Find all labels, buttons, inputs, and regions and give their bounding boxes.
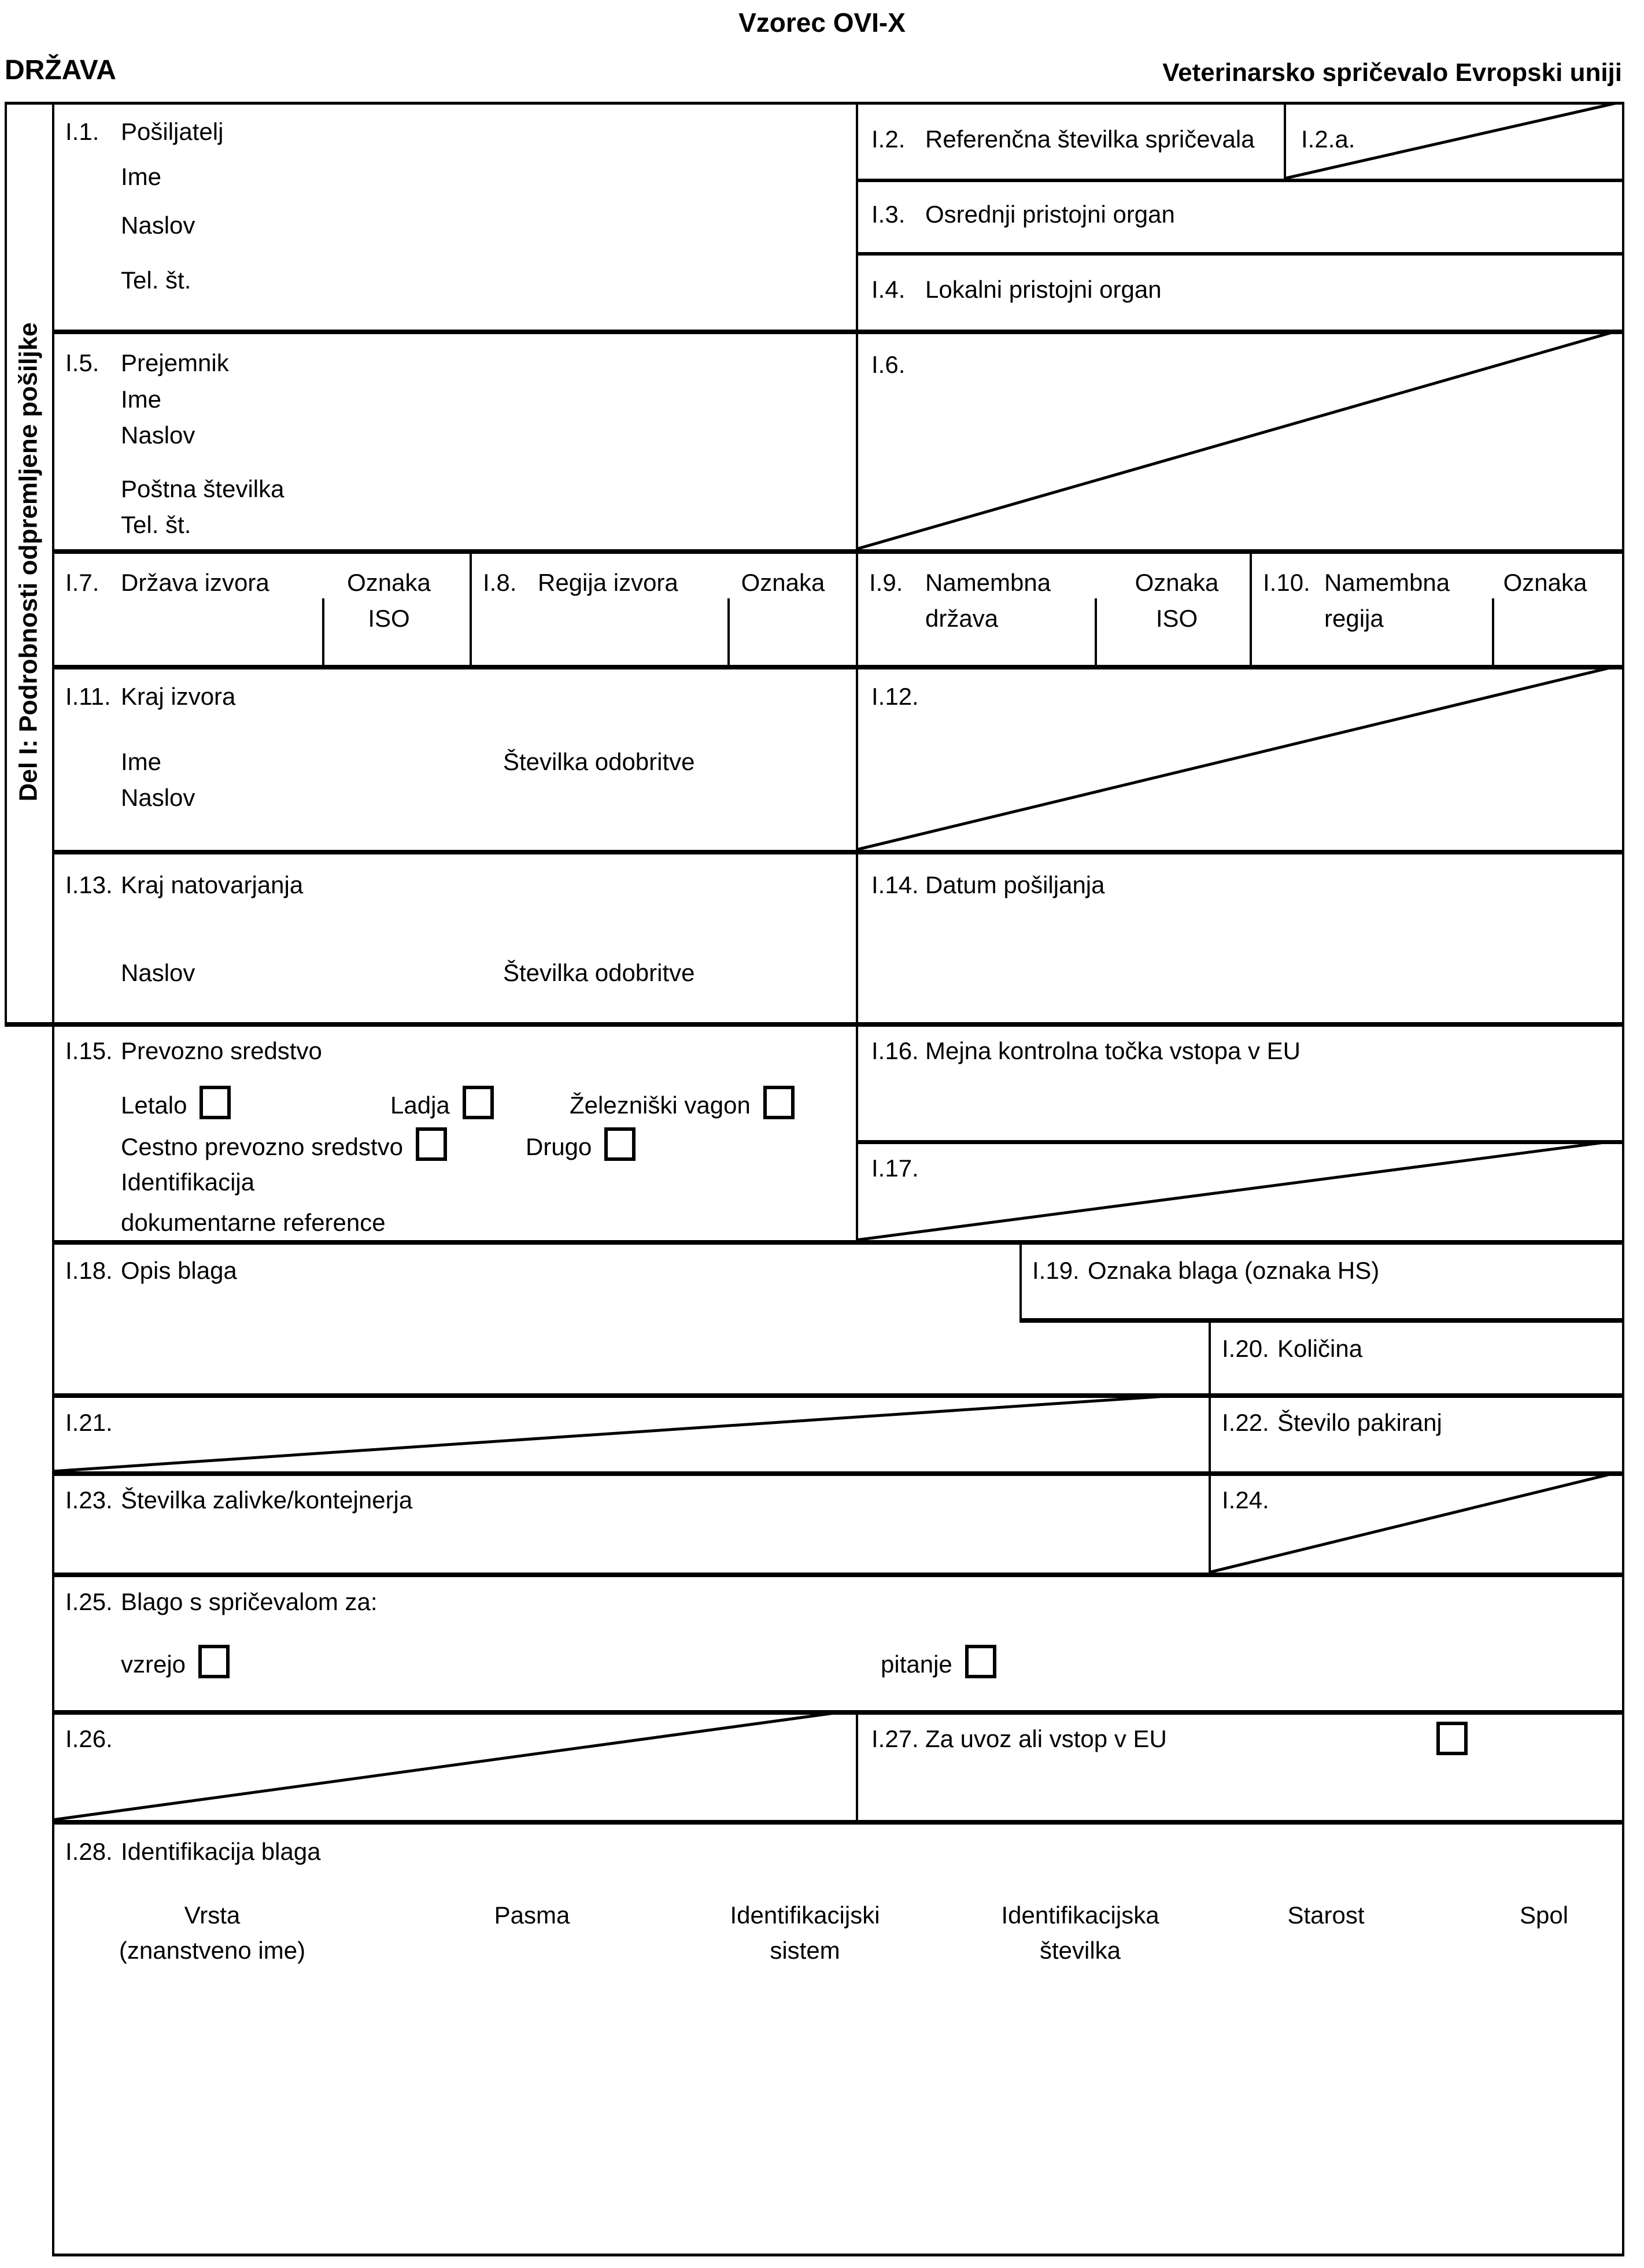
table-line bbox=[52, 102, 54, 2256]
other-checkbox[interactable] bbox=[604, 1127, 636, 1161]
table-line bbox=[52, 1240, 1622, 1245]
iso-code-divider bbox=[1095, 598, 1097, 667]
i28-column-id-system-line1: Identifikacijski bbox=[730, 1901, 880, 1929]
field-i3-label: Osrednji pristojni organ bbox=[925, 201, 1175, 228]
field-i23-label: Številka zalivke/kontejnerja bbox=[121, 1486, 413, 1514]
field-i9-number: I.9. bbox=[869, 569, 903, 596]
field-i1-name-label: Ime bbox=[121, 163, 162, 190]
field-i16-number: I.16. bbox=[871, 1037, 919, 1064]
field-i25-number: I.25. bbox=[65, 1588, 113, 1615]
import-entry-checkbox[interactable] bbox=[1436, 1722, 1468, 1755]
field-i5-label: Prejemnik bbox=[121, 349, 229, 376]
field-i10-number: I.10. bbox=[1263, 569, 1310, 596]
crossed-cell-diagonal bbox=[1209, 1471, 1622, 1573]
field-i8-code-label: Oznaka bbox=[741, 569, 825, 596]
table-line bbox=[1250, 549, 1252, 667]
field-i5-tel-label: Tel. št. bbox=[121, 511, 191, 538]
field-i27-label: Za uvoz ali vstop v EU bbox=[925, 1725, 1167, 1752]
iso-code-divider bbox=[1492, 598, 1494, 667]
field-i23-number: I.23. bbox=[65, 1486, 113, 1514]
field-i14-label: Datum pošiljanja bbox=[925, 871, 1105, 898]
field-i28-number: I.28. bbox=[65, 1838, 113, 1865]
field-i1-number: I.1. bbox=[65, 118, 99, 145]
field-i13-label: Kraj natovarjanja bbox=[121, 871, 304, 898]
i28-column-species-line1: Vrsta bbox=[184, 1901, 241, 1929]
table-line bbox=[856, 850, 858, 1024]
field-i16-label: Mejna kontrolna točka vstopa v EU bbox=[925, 1037, 1301, 1064]
field-i10-label: regija bbox=[1324, 605, 1384, 632]
crossed-cell-diagonal bbox=[856, 330, 1622, 549]
field-i1-tel-label: Tel. št. bbox=[121, 267, 191, 294]
field-i3-number: I.3. bbox=[871, 201, 906, 228]
field-i19-number: I.19. bbox=[1032, 1257, 1080, 1284]
field-i11-address-label: Naslov bbox=[121, 784, 195, 811]
field-i2a-number: I.2.a. bbox=[1301, 125, 1355, 153]
i28-column-id-number-line1: Identifikacijska bbox=[1001, 1901, 1159, 1929]
field-i7-code-label: ISO bbox=[368, 605, 410, 632]
i28-column-id-number bbox=[992, 1898, 1168, 1969]
field-i4-label: Lokalni pristojni organ bbox=[925, 276, 1162, 303]
crossed-cell-diagonal bbox=[856, 665, 1622, 850]
table-line bbox=[856, 1710, 858, 1822]
field-i18-label: Opis blaga bbox=[121, 1257, 237, 1284]
i28-column-breed-line1: Pasma bbox=[494, 1901, 570, 1929]
field-i1-label: Pošiljatelj bbox=[121, 118, 224, 145]
certified-option-breeding-label: vzrejo bbox=[121, 1651, 186, 1678]
i28-column-sex bbox=[1498, 1898, 1590, 1933]
table-line bbox=[52, 850, 1622, 854]
transport-option-airplane-label: Letalo bbox=[121, 1092, 187, 1119]
table-line bbox=[856, 252, 1622, 256]
railway-checkbox[interactable] bbox=[763, 1086, 795, 1119]
field-i19-label: Oznaka blaga (oznaka HS) bbox=[1088, 1257, 1380, 1284]
table-line bbox=[5, 102, 7, 1024]
field-i11-number: I.11. bbox=[65, 683, 111, 710]
field-i12-number: I.12. bbox=[871, 683, 919, 710]
field-i15-label: Prevozno sredstvo bbox=[121, 1037, 322, 1064]
i28-column-species-line2: (znanstveno ime) bbox=[119, 1936, 306, 1964]
table-line bbox=[52, 549, 1622, 554]
airplane-checkbox[interactable] bbox=[200, 1086, 231, 1119]
certified-option-breeding bbox=[121, 1645, 230, 1678]
field-i28-label: Identifikacija blaga bbox=[121, 1838, 321, 1865]
field-i10-code-label: Oznaka bbox=[1503, 569, 1587, 596]
table-line bbox=[52, 2254, 1624, 2256]
field-i24-number: I.24. bbox=[1222, 1486, 1269, 1514]
certificate-title: Veterinarsko spričevalo Evropski uniji bbox=[1162, 58, 1622, 87]
table-line bbox=[856, 179, 1622, 182]
table-line bbox=[52, 1820, 1622, 1825]
i28-column-species bbox=[104, 1898, 320, 1969]
field-i7-label: Država izvora bbox=[121, 569, 269, 596]
transport-option-railway bbox=[570, 1086, 795, 1119]
field-i15-docref-label: dokumentarne reference bbox=[121, 1209, 386, 1236]
field-i8-label: Regija izvora bbox=[538, 569, 678, 596]
field-i18-number: I.18. bbox=[65, 1257, 113, 1284]
part-one-band bbox=[5, 102, 52, 1022]
transport-option-road-label: Cestno prevozno sredstvo bbox=[121, 1133, 403, 1160]
country-label: DRŽAVA bbox=[5, 55, 116, 86]
field-i11-name-label: Ime bbox=[121, 748, 162, 775]
field-i13-approval-label: Številka odobritve bbox=[503, 959, 695, 986]
field-i11-label: Kraj izvora bbox=[121, 683, 236, 710]
table-line bbox=[856, 549, 858, 667]
i28-column-age-line1: Starost bbox=[1287, 1901, 1365, 1929]
field-i17-number: I.17. bbox=[871, 1155, 919, 1182]
field-i20-number: I.20. bbox=[1222, 1335, 1269, 1362]
field-i13-address-label: Naslov bbox=[121, 959, 195, 986]
table-line bbox=[5, 1022, 1622, 1027]
field-i6-number: I.6. bbox=[871, 351, 906, 378]
crossed-cell-diagonal bbox=[52, 1710, 856, 1820]
fattening-checkbox[interactable] bbox=[965, 1645, 996, 1678]
field-i7-number: I.7. bbox=[65, 569, 99, 596]
field-i5-address-label: Naslov bbox=[121, 421, 195, 449]
table-line bbox=[1019, 1240, 1022, 1321]
field-i2-label: Referenčna številka spričevala bbox=[925, 125, 1255, 153]
field-i9-code-label: Oznaka bbox=[1135, 569, 1219, 596]
field-i9-code-label: ISO bbox=[1155, 605, 1198, 632]
form-code-title: Vzorec OVI-X bbox=[738, 8, 906, 38]
transport-option-ship bbox=[390, 1086, 494, 1119]
field-i25-label: Blago s spričevalom za: bbox=[121, 1588, 378, 1615]
part-one-band-label: Del I: Podrobnosti odpremljene pošiljke bbox=[14, 322, 42, 802]
transport-option-airplane bbox=[121, 1086, 231, 1119]
table-line bbox=[1622, 102, 1624, 2256]
i28-column-id-system-line2: sistem bbox=[770, 1936, 840, 1964]
field-i9-label: država bbox=[925, 605, 999, 632]
crossed-cell-diagonal bbox=[856, 1140, 1622, 1240]
certified-option-fattening-label: pitanje bbox=[881, 1651, 952, 1678]
field-i7-code-label: Oznaka bbox=[347, 569, 431, 596]
transport-option-other-label: Drugo bbox=[526, 1133, 592, 1160]
field-i27-number: I.27. bbox=[871, 1725, 919, 1752]
field-i22-number: I.22. bbox=[1222, 1409, 1269, 1436]
field-i11-approval-label: Številka odobritve bbox=[503, 748, 695, 775]
field-i14-number: I.14. bbox=[871, 871, 919, 898]
table-line bbox=[470, 549, 472, 667]
field-i5-number: I.5. bbox=[65, 349, 99, 376]
field-i26-number: I.26. bbox=[65, 1725, 113, 1752]
table-line bbox=[856, 102, 858, 330]
road-checkbox[interactable] bbox=[416, 1127, 447, 1161]
transport-option-railway-label: Železniški vagon bbox=[570, 1092, 751, 1119]
table-line bbox=[52, 1573, 1622, 1577]
i28-column-age bbox=[1261, 1898, 1391, 1933]
field-i10-label: Namembna bbox=[1324, 569, 1450, 596]
field-i5-postal-label: Poštna številka bbox=[121, 475, 285, 502]
i28-column-id-number-line2: številka bbox=[1039, 1936, 1121, 1964]
field-i5-name-label: Ime bbox=[121, 386, 162, 413]
i28-column-breed bbox=[463, 1898, 601, 1933]
field-i21-number: I.21. bbox=[65, 1409, 113, 1436]
certified-option-fattening bbox=[881, 1645, 996, 1678]
field-i1-address-label: Naslov bbox=[121, 212, 195, 239]
field-i15-number: I.15. bbox=[65, 1037, 113, 1064]
field-i20-label: Količina bbox=[1277, 1335, 1363, 1362]
i28-column-sex-line1: Spol bbox=[1519, 1901, 1569, 1929]
crossed-cell-diagonal bbox=[52, 1393, 1209, 1471]
field-i13-number: I.13. bbox=[65, 871, 113, 898]
table-line bbox=[1019, 1318, 1622, 1323]
ship-checkbox[interactable] bbox=[463, 1086, 494, 1119]
transport-option-other bbox=[526, 1127, 636, 1161]
field-i9-label: Namembna bbox=[925, 569, 1051, 596]
field-i4-number: I.4. bbox=[871, 276, 906, 303]
field-i15-identification-label: Identifikacija bbox=[121, 1168, 255, 1196]
breeding-checkbox[interactable] bbox=[198, 1645, 230, 1678]
iso-code-divider bbox=[727, 598, 730, 667]
i28-column-id-system bbox=[717, 1898, 893, 1969]
transport-option-road bbox=[121, 1127, 447, 1161]
field-i8-number: I.8. bbox=[483, 569, 517, 596]
transport-option-ship-label: Ladja bbox=[390, 1092, 450, 1119]
field-i22-label: Število pakiranj bbox=[1277, 1409, 1442, 1436]
field-i2-number: I.2. bbox=[871, 125, 906, 153]
